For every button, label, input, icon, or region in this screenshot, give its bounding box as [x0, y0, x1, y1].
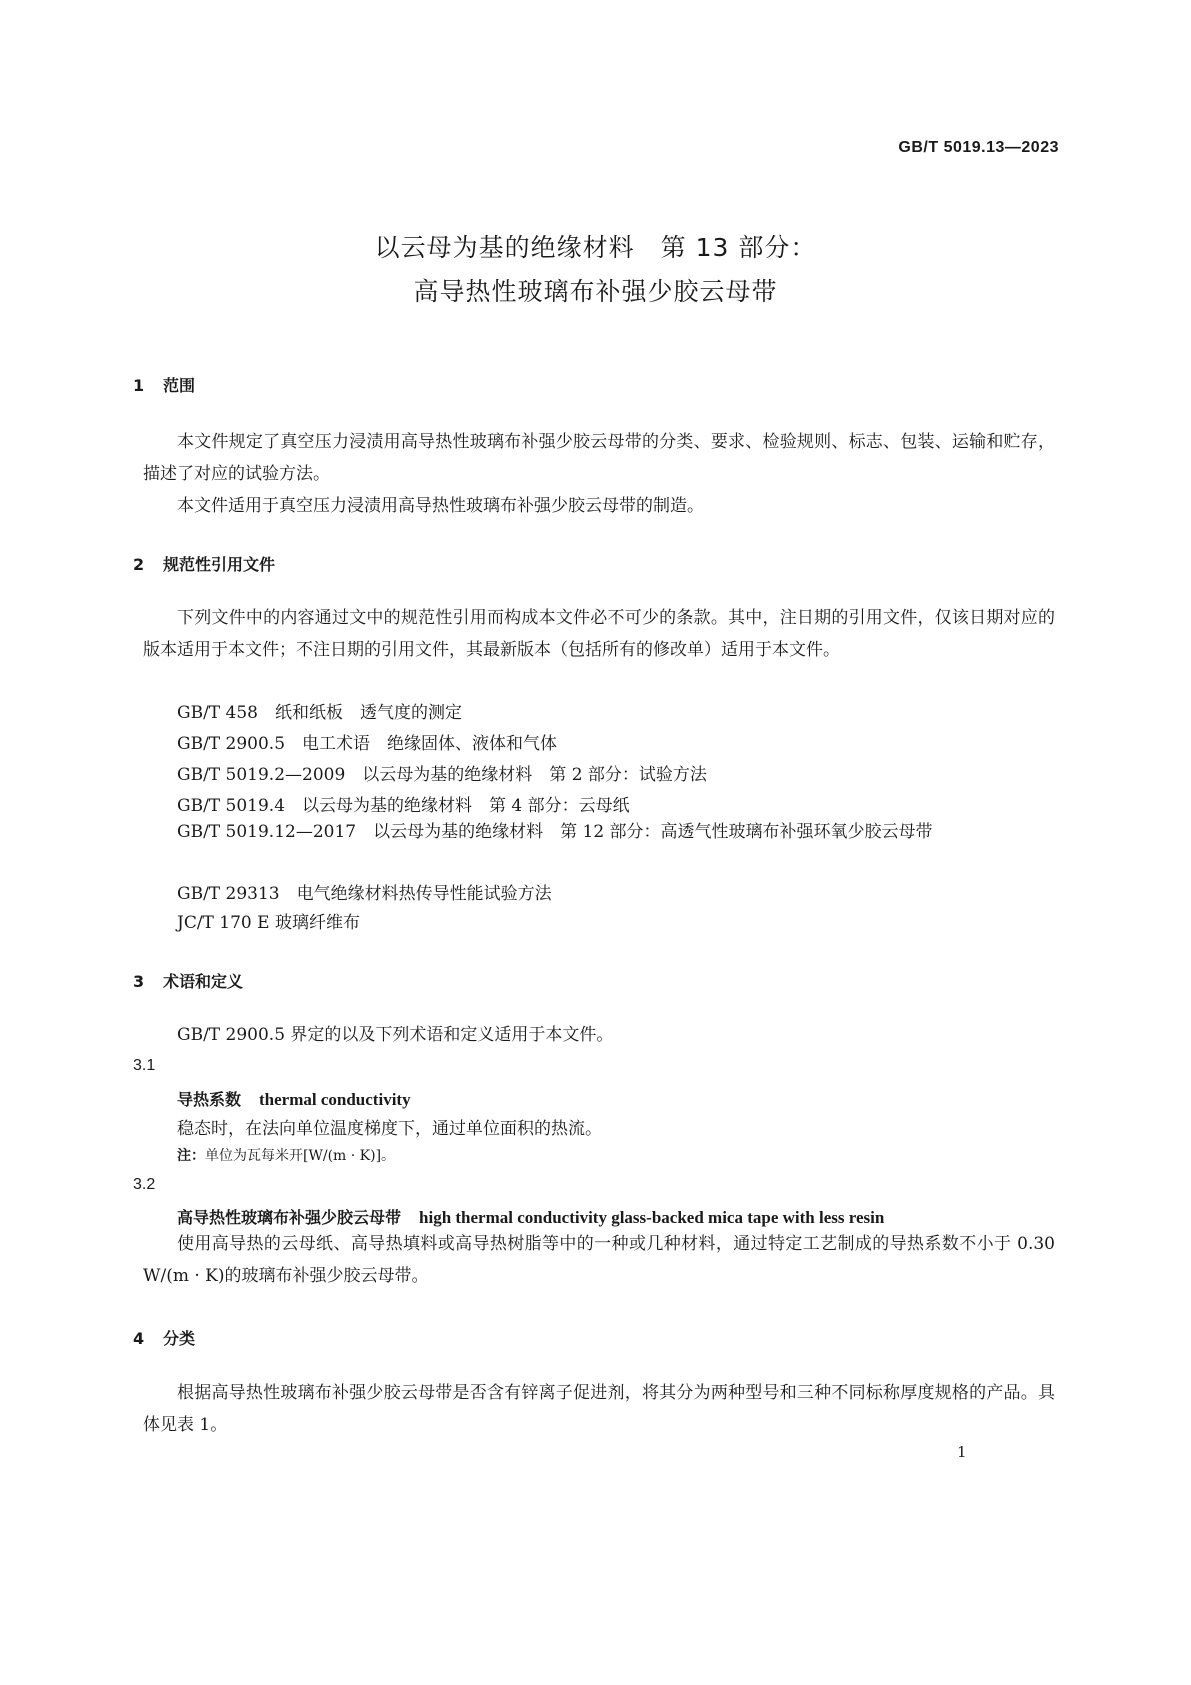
- section-3-paragraph-1: GB/T 2900.5 界定的以及下列术语和定义适用于本文件。: [177, 1025, 614, 1045]
- section-title: 分类: [163, 1329, 196, 1348]
- section-number: 3: [133, 972, 145, 991]
- section-1-paragraph-2: 本文件适用于真空压力浸渍用高导热性玻璃布补强少胶云母带的制造。: [177, 496, 704, 516]
- term-english: thermal conductivity: [259, 1090, 411, 1109]
- reference-item: GB/T 2900.5 电工术语 绝缘固体、液体和气体: [177, 734, 558, 754]
- term-3-1-definition: 稳态时，在法向单位温度梯度下，通过单位面积的热流。: [177, 1119, 602, 1139]
- document-title-line-1: 以云母为基的绝缘材料 第 13 部分：: [374, 233, 817, 262]
- document-title-line-2: 高导热性玻璃布补强少胶云母带: [413, 277, 778, 306]
- term-3-2-heading: [177, 1205, 884, 1228]
- section-title: 术语和定义: [163, 972, 244, 991]
- reference-item: GB/T 5019.12—2017 以云母为基的绝缘材料 第 12 部分：高透气性玻璃布补强环氧少胶云母带: [177, 822, 933, 842]
- term-3-1-number: 3.1: [133, 1057, 156, 1074]
- note-label: 注：: [177, 1148, 205, 1164]
- section-2-heading: [133, 552, 275, 575]
- term-3-2-definition: 使用高导热的云母纸、高导热填料或高导热树脂等中的一种或几种材料，通过特定工艺制成的导热系数不小于 0.30 W/(m · K)的玻璃布补强少胶云母带。: [143, 1234, 1055, 1286]
- section-3-heading: [133, 969, 243, 992]
- section-2-paragraph-1: 下列文件中的内容通过文中的规范性引用而构成本文件必不可少的条款。其中，注日期的引用文件，仅该日期对应的版本适用于本文件；不注日期的引用文件，其最新版本（包括所有的修改单）适用于本文件。: [143, 608, 1055, 660]
- section-4-paragraph-1: 根据高导热性玻璃布补强少胶云母带是否含有锌离子促进剂，将其分为两种型号和三种不同标称厚度规格的产品。具体见表 1。: [143, 1383, 1055, 1435]
- reference-item: GB/T 29313 电气绝缘材料热传导性能试验方法: [177, 884, 552, 904]
- section-title: 范围: [163, 376, 196, 395]
- term-3-2-number: 3.2: [133, 1176, 156, 1193]
- section-number: 4: [133, 1329, 145, 1348]
- term-chinese: 导热系数: [177, 1090, 242, 1109]
- standard-code: GB/T 5019.13—2023: [898, 139, 1059, 156]
- reference-item: GB/T 5019.4 以云母为基的绝缘材料 第 4 部分：云母纸: [177, 796, 630, 816]
- term-3-1-heading: [177, 1087, 411, 1110]
- reference-item: GB/T 5019.2—2009 以云母为基的绝缘材料 第 2 部分：试验方法: [177, 765, 707, 785]
- section-number: 2: [133, 555, 145, 574]
- term-3-1-note: [177, 1145, 395, 1165]
- section-1-paragraph-1: 本文件规定了真空压力浸渍用高导热性玻璃布补强少胶云母带的分类、要求、检验规则、标志、包装、运输和贮存，描述了对应的试验方法。: [143, 432, 1055, 484]
- section-number: 1: [133, 376, 145, 395]
- note-text: 单位为瓦每米开[W/(m · K)]。: [205, 1148, 396, 1164]
- section-title: 规范性引用文件: [163, 555, 276, 574]
- reference-item: JC/T 170 E 玻璃纤维布: [177, 913, 360, 933]
- section-1-heading: [133, 373, 195, 396]
- section-4-heading: [133, 1326, 195, 1349]
- page-number: 1: [957, 1443, 967, 1461]
- term-chinese: 高导热性玻璃布补强少胶云母带: [177, 1208, 402, 1227]
- term-english: high thermal conductivity glass-backed mica tape with less resin: [419, 1208, 885, 1227]
- reference-item: GB/T 458 纸和纸板 透气度的测定: [177, 703, 462, 723]
